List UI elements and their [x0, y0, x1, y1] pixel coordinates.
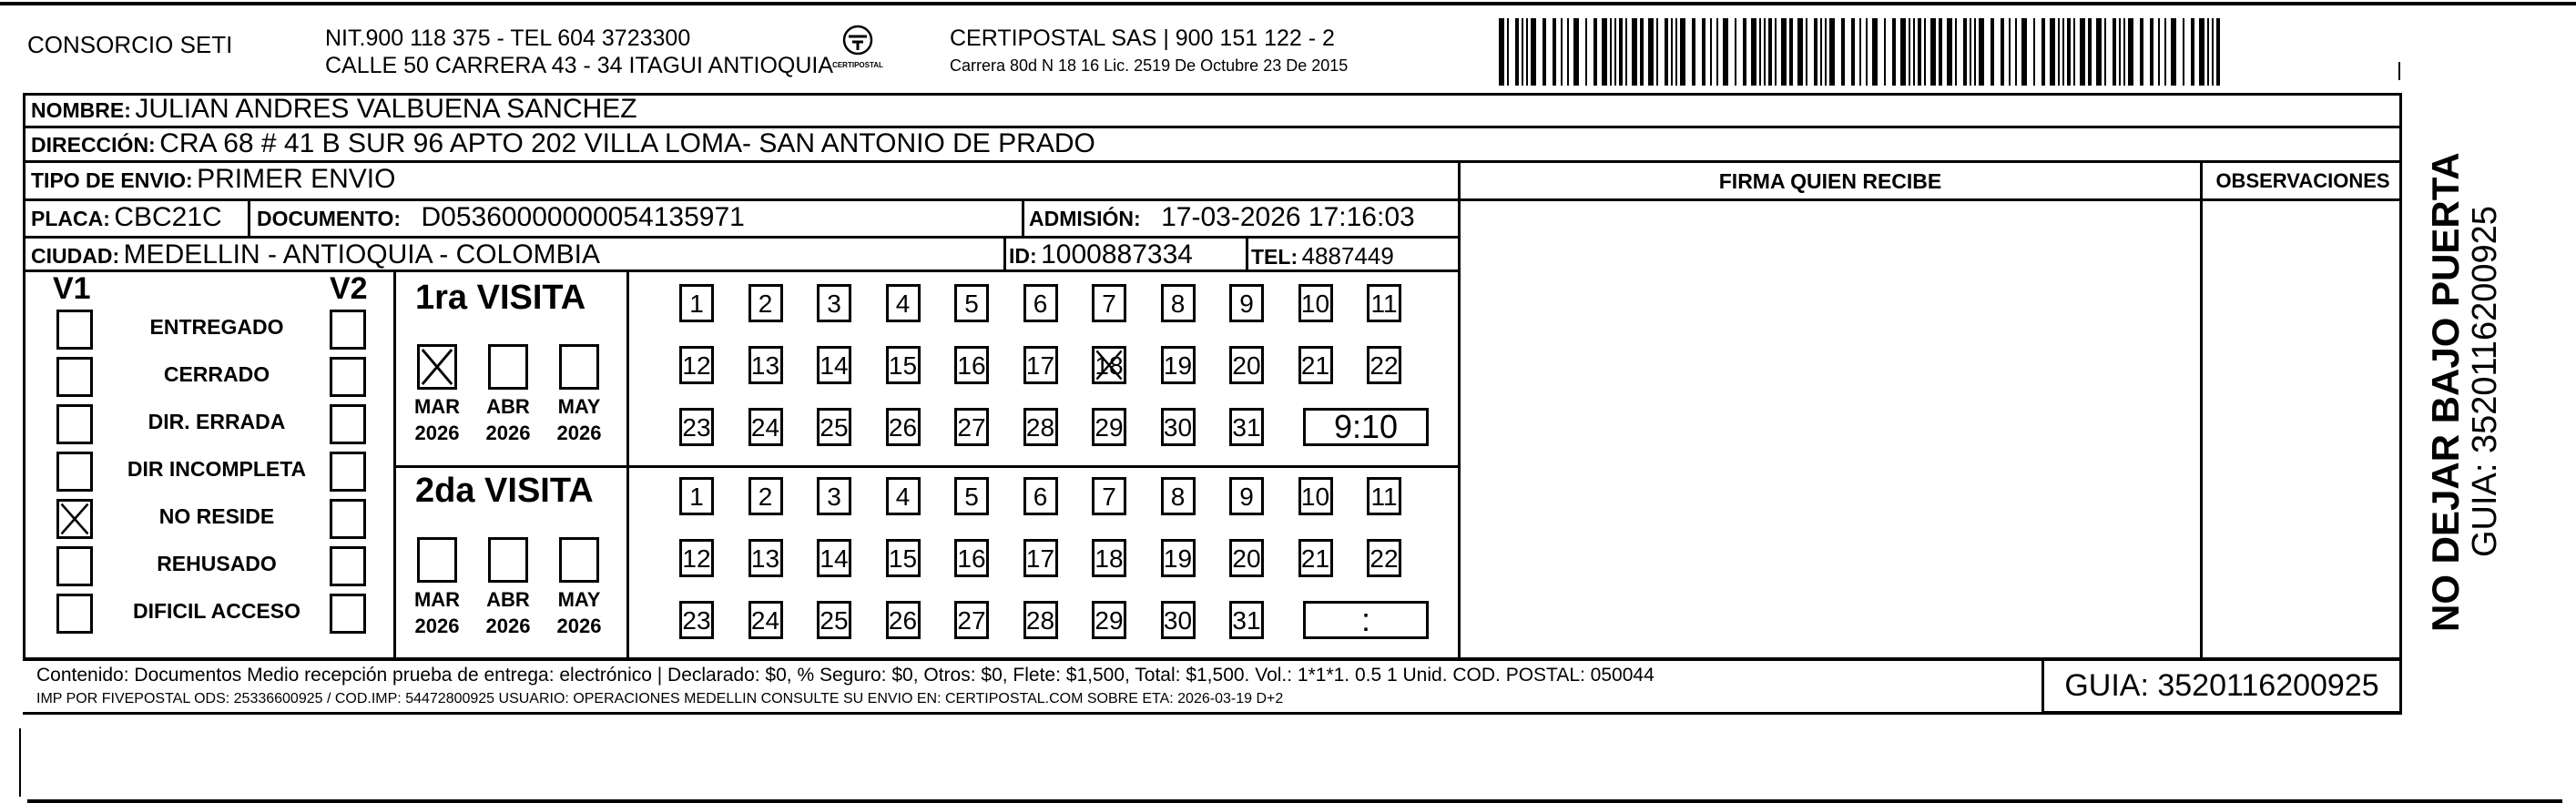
- barcode-bar: [1884, 18, 1886, 86]
- barcode-bar: [1851, 18, 1855, 86]
- barcode-bar: [1573, 18, 1579, 86]
- barcode-bar: [1692, 18, 1695, 86]
- side-warning: NO DEJAR BAJO PUERTA: [2424, 152, 2467, 632]
- barcode-bar: [1947, 18, 1952, 86]
- day-box-first[interactable]: 23: [679, 408, 714, 446]
- barcode-bar: [1625, 18, 1627, 86]
- handwritten-x-mark: [420, 347, 454, 387]
- day-box-second[interactable]: 28: [1023, 601, 1058, 639]
- day-box-first[interactable]: 30: [1161, 408, 1196, 446]
- reason-label: REHUSADO: [157, 552, 277, 575]
- day-box-first[interactable]: 17: [1023, 346, 1058, 384]
- barcode-bar: [2009, 18, 2011, 86]
- barcode-bar: [1553, 18, 1556, 86]
- ciudad-label: CIUDAD:: [31, 244, 120, 268]
- barcode-bar: [1702, 18, 1705, 86]
- day-box-second[interactable]: 30: [1161, 601, 1196, 639]
- second-visit-title: 2da VISITA: [415, 472, 594, 510]
- barcode-bar: [1918, 18, 1921, 86]
- day-box-first[interactable]: 6: [1023, 284, 1058, 322]
- month-name: MAR: [413, 588, 461, 611]
- barcode-bar: [1970, 18, 1971, 86]
- admision-value: 17-03-2026 17:16:03: [1161, 202, 1415, 232]
- barcode-bar: [2062, 18, 2064, 86]
- barcode-bar: [1814, 18, 1817, 86]
- divider: [1246, 239, 1248, 271]
- barcode-bar: [1825, 18, 1827, 86]
- ciudad-value: MEDELLIN - ANTIOQUIA - COLOMBIA: [123, 239, 600, 269]
- day-box-first[interactable]: 1: [679, 284, 714, 322]
- barcode-bar: [1526, 18, 1528, 86]
- barcode-bar: [1675, 18, 1677, 86]
- barcode-bar: [1499, 18, 1504, 86]
- day-box-second[interactable]: 11: [1367, 477, 1401, 515]
- first-visit-title: 1ra VISITA: [415, 279, 586, 317]
- barcode-bar: [1743, 18, 1746, 86]
- barcode-bar: [1680, 18, 1685, 86]
- barcode-bar: [1974, 18, 1976, 86]
- footer-contenido: Contenido: Documentos Medio recepción prueba de entrega: electrónico | Declarado: $0, % Seguro: $0, Otros: $0, Flete: $1,500, Total: $1,500. Vol.: 1*1*1. 0.5 1 Unid. COD. POSTAL: 050044: [36, 665, 1655, 686]
- day-box-second[interactable]: 5: [954, 477, 989, 515]
- reason-label: ENTREGADO: [149, 315, 284, 339]
- day-box-second[interactable]: 6: [1023, 477, 1058, 515]
- barcode-bar: [1610, 18, 1612, 86]
- divider: [23, 160, 2402, 163]
- divider: [23, 198, 2402, 201]
- month-year: 2026: [414, 422, 460, 444]
- barcode-bar: [1955, 18, 1957, 86]
- day-box-second[interactable]: 24: [748, 601, 783, 639]
- company-name: CONSORCIO SETI: [27, 31, 233, 58]
- barcode-bar: [2015, 18, 2017, 86]
- reason-label: NO RESIDE: [158, 504, 275, 528]
- scan-mark: [19, 728, 21, 797]
- placa-label: PLACA:: [31, 207, 110, 230]
- direccion-label: DIRECCIÓN:: [31, 133, 156, 157]
- barcode-bar: [1723, 18, 1728, 86]
- barcode-bar: [1561, 18, 1563, 86]
- day-box-first[interactable]: 14: [817, 346, 851, 384]
- day-box-second[interactable]: 1: [679, 477, 714, 515]
- barcode-bar: [1930, 18, 1936, 86]
- id-label: ID:: [1009, 244, 1037, 268]
- barcode-bar: [1820, 18, 1822, 86]
- v1-label: V1: [53, 271, 91, 306]
- barcode-bar: [2001, 18, 2004, 86]
- barcode-bar: [1991, 18, 1994, 86]
- barcode-bar: [2080, 18, 2085, 86]
- license-line: Carrera 80d N 18 16 Lic. 2519 De Octubre 23 De 2015: [950, 56, 1349, 75]
- barcode-bar: [1841, 18, 1845, 86]
- day-box-second[interactable]: 31: [1229, 601, 1264, 639]
- divider: [23, 712, 2402, 715]
- month-year: 2026: [556, 422, 602, 444]
- nombre-row: [31, 94, 637, 125]
- day-box-second[interactable]: 22: [1367, 539, 1401, 577]
- documento-row: [257, 202, 745, 233]
- company-nit: NIT.900 118 375 - TEL 604 3723300: [325, 25, 691, 51]
- barcode-bar: [1735, 18, 1736, 86]
- divider: [1022, 201, 1024, 236]
- barcode-bar: [1892, 18, 1896, 86]
- barcode-bar: [2207, 18, 2209, 86]
- documento-value: D05360000000054135971: [421, 202, 745, 232]
- day-box-first[interactable]: 3: [817, 284, 851, 322]
- barcode-bar: [2150, 18, 2153, 86]
- month-year: 2026: [556, 615, 602, 637]
- day-box-second[interactable]: 25: [817, 601, 851, 639]
- tel-value: 4887449: [1301, 242, 1394, 269]
- observaciones-column-line: [2200, 162, 2203, 658]
- month-year: 2026: [485, 615, 531, 637]
- barcode-bar: [2050, 18, 2055, 86]
- day-box-first[interactable]: 26: [886, 408, 921, 446]
- barcode-bar: [2171, 18, 2176, 86]
- barcode-bar: [2183, 18, 2184, 86]
- month-checkbox[interactable]: [488, 344, 528, 390]
- v2-label: V2: [330, 271, 368, 306]
- barcode-bar: [1866, 18, 1868, 86]
- month-checkbox[interactable]: [559, 344, 599, 390]
- day-box-second[interactable]: 7: [1092, 477, 1126, 515]
- barcode-bar: [2191, 18, 2194, 86]
- day-box-first[interactable]: 25: [817, 408, 851, 446]
- month-name: MAR: [413, 395, 461, 418]
- barcode-bar: [1797, 18, 1803, 86]
- reason-label: DIR. ERRADA: [148, 410, 286, 433]
- reason-v2-checkbox[interactable]: [330, 499, 366, 539]
- day-box-second[interactable]: 8: [1161, 477, 1196, 515]
- month-checkbox[interactable]: [488, 537, 528, 583]
- day-box-second[interactable]: 2: [748, 477, 783, 515]
- month-name: MAY: [557, 588, 601, 611]
- day-box-second[interactable]: 15: [886, 539, 921, 577]
- barcode-bar: [1614, 18, 1616, 86]
- month-checkbox[interactable]: [417, 344, 457, 390]
- barcode-bar: [2067, 18, 2071, 86]
- day-box-second[interactable]: 9: [1229, 477, 1264, 515]
- day-box-first[interactable]: 21: [1298, 346, 1333, 384]
- barcode-bar: [2199, 18, 2204, 86]
- documento-label: DOCUMENTO:: [257, 207, 402, 230]
- month-year: 2026: [485, 422, 531, 444]
- barcode-bar: [1768, 18, 1772, 86]
- barcode-bar: [2123, 18, 2125, 86]
- certipostal-logo-icon: [840, 24, 876, 56]
- scan-mark: [2398, 62, 2400, 80]
- month-label: [550, 393, 608, 446]
- divider: [393, 465, 1461, 468]
- barcode-bar: [1507, 18, 1509, 86]
- barcode-bar: [2088, 18, 2092, 86]
- barcode-bar: [1872, 18, 1878, 86]
- barcode-bar: [1671, 18, 1673, 86]
- reason-v2-checkbox[interactable]: [330, 357, 366, 397]
- barcode-bar: [1656, 18, 1658, 86]
- barcode-bar: [2041, 18, 2045, 86]
- day-box-second[interactable]: 21: [1298, 539, 1333, 577]
- top-rule: [0, 2, 2576, 5]
- reason-v2-checkbox[interactable]: [330, 404, 366, 444]
- divider: [1003, 239, 1006, 271]
- handwritten-x-mark: [1095, 349, 1124, 381]
- id-row: [1009, 239, 1193, 270]
- barcode: [1499, 18, 2227, 86]
- barcode-bar: [1859, 18, 1861, 86]
- day-box-second[interactable]: 29: [1092, 601, 1126, 639]
- barcode-bar: [1602, 18, 1607, 86]
- month-year: 2026: [414, 615, 460, 637]
- barcode-bar: [1963, 18, 1967, 86]
- barcode-bar: [2033, 18, 2035, 86]
- day-box-first[interactable]: 11: [1367, 284, 1401, 322]
- reason-label: DIR INCOMPLETA: [127, 457, 307, 481]
- barcode-bar: [1716, 18, 1718, 86]
- day-box-second[interactable]: 4: [886, 477, 921, 515]
- day-box-second[interactable]: 18: [1092, 539, 1126, 577]
- nombre-label: NOMBRE:: [31, 98, 131, 122]
- day-box-second[interactable]: 3: [817, 477, 851, 515]
- barcode-bar: [2096, 18, 2102, 86]
- barcode-bar: [2021, 18, 2027, 86]
- barcode-bar: [1531, 18, 1536, 86]
- barcode-bar: [1789, 18, 1793, 86]
- day-box-first[interactable]: 28: [1023, 408, 1058, 446]
- tel-row: [1251, 242, 1394, 270]
- barcode-bar: [1909, 18, 1910, 86]
- admision-label: ADMISIÓN:: [1029, 207, 1141, 230]
- day-box-first[interactable]: 18: [1092, 346, 1126, 384]
- certipostal-logo-text: CERTIPOSTAL: [832, 61, 883, 69]
- month-name: ABR: [486, 588, 530, 611]
- day-box-first[interactable]: 7: [1092, 284, 1126, 322]
- barcode-bar: [2113, 18, 2116, 86]
- barcode-bar: [1759, 18, 1761, 86]
- day-box-second[interactable]: 13: [748, 539, 783, 577]
- barcode-bar: [1924, 18, 1926, 86]
- reason-label: CERRADO: [163, 362, 270, 386]
- barcode-bar: [1806, 18, 1807, 86]
- day-box-first[interactable]: 4: [886, 284, 921, 322]
- barcode-bar: [1593, 18, 1597, 86]
- day-box-first[interactable]: 10: [1298, 284, 1333, 322]
- barcode-bar: [1585, 18, 1587, 86]
- month-label: [479, 586, 537, 639]
- placa-row: [31, 202, 222, 233]
- day-box-first[interactable]: 20: [1229, 346, 1264, 384]
- barcode-bar: [1710, 18, 1712, 86]
- day-box-second[interactable]: 26: [886, 601, 921, 639]
- barcode-bar: [1632, 18, 1637, 86]
- month-label: [479, 393, 537, 446]
- month-label: [550, 586, 608, 639]
- ciudad-row: [31, 239, 600, 270]
- day-box-second[interactable]: 16: [954, 539, 989, 577]
- barcode-bar: [2104, 18, 2106, 86]
- nombre-value: JULIAN ANDRES VALBUENA SANCHEZ: [135, 94, 637, 124]
- day-box-first[interactable]: 24: [748, 408, 783, 446]
- barcode-bar: [1764, 18, 1766, 86]
- barcode-bar: [1900, 18, 1906, 86]
- day-box-first[interactable]: 13: [748, 346, 783, 384]
- certipostal-line: CERTIPOSTAL SAS | 900 151 122 - 2: [950, 25, 1335, 51]
- day-box-first[interactable]: 22: [1367, 346, 1401, 384]
- barcode-bar: [2140, 18, 2143, 86]
- day-box-first[interactable]: 2: [748, 284, 783, 322]
- time-box-first[interactable]: 9:10: [1303, 408, 1429, 446]
- day-box-second[interactable]: 10: [1298, 477, 1333, 515]
- barcode-bar: [2164, 18, 2166, 86]
- barcode-bar: [2119, 18, 2121, 86]
- month-name: MAY: [557, 395, 601, 418]
- day-box-first[interactable]: 29: [1092, 408, 1126, 446]
- divider: [248, 201, 250, 236]
- barcode-bar: [1522, 18, 1523, 86]
- day-box-first[interactable]: 31: [1229, 408, 1264, 446]
- barcode-bar: [2216, 18, 2220, 86]
- barcode-bar: [1829, 18, 1835, 86]
- firma-header: FIRMA QUIEN RECIBE: [1718, 169, 1942, 193]
- observaciones-header: OBSERVACIONES: [2215, 169, 2390, 192]
- divider: [23, 269, 1461, 272]
- scan-rule: [27, 799, 2562, 803]
- barcode-bar: [1619, 18, 1623, 86]
- day-box-first[interactable]: 16: [954, 346, 989, 384]
- month-label: [408, 586, 466, 639]
- month-label: [408, 393, 466, 446]
- barcode-bar: [2058, 18, 2060, 86]
- day-box-second[interactable]: 17: [1023, 539, 1058, 577]
- barcode-bar: [1781, 18, 1787, 86]
- footer-impresion: IMP POR FIVEPOSTAL ODS: 25336600925 / COD.IMP: 54472800925 USUARIO: OPERACIONES MEDELLIN CONSULTE SU ENVIO EN: CERTIPOSTAL.COM SOBRE ETA: 2026-03-19 D+2: [36, 691, 1284, 706]
- direccion-value: CRA 68 # 41 B SUR 96 APTO 202 VILLA LOMA- SAN ANTONIO DE PRADO: [159, 128, 1095, 158]
- barcode-bar: [1665, 18, 1668, 86]
- day-box-first[interactable]: 19: [1161, 346, 1196, 384]
- reason-label: DIFICIL ACCESO: [132, 599, 300, 623]
- reason-v2-checkbox[interactable]: [330, 452, 366, 492]
- barcode-bar: [1567, 18, 1569, 86]
- tipo-label: TIPO DE ENVIO:: [31, 168, 193, 192]
- reason-v2-checkbox[interactable]: [330, 546, 366, 586]
- barcode-bar: [2158, 18, 2160, 86]
- month-checkbox[interactable]: [417, 537, 457, 583]
- day-box-first[interactable]: 9: [1229, 284, 1264, 322]
- day-box-second[interactable]: 19: [1161, 539, 1196, 577]
- reason-v2-checkbox[interactable]: [330, 310, 366, 350]
- admision-row: [1029, 202, 1415, 233]
- day-box-second[interactable]: 23: [679, 601, 714, 639]
- tipo-row: [31, 164, 395, 195]
- day-box-first[interactable]: 5: [954, 284, 989, 322]
- day-box-first[interactable]: 27: [954, 408, 989, 446]
- barcode-bar: [1913, 18, 1915, 86]
- barcode-bar: [1775, 18, 1777, 86]
- time-box-second[interactable]: :: [1303, 601, 1429, 639]
- barcode-bar: [1515, 18, 1519, 86]
- certipostal-logo: [830, 24, 885, 76]
- company-address: CALLE 50 CARRERA 43 - 34 ITAGUI ANTIOQUIA: [325, 53, 834, 78]
- tel-label: TEL:: [1251, 245, 1298, 269]
- direccion-row: [31, 128, 1095, 159]
- reason-v2-checkbox[interactable]: [330, 594, 366, 634]
- day-box-first[interactable]: 8: [1161, 284, 1196, 322]
- month-checkbox[interactable]: [559, 537, 599, 583]
- day-box-second[interactable]: 20: [1229, 539, 1264, 577]
- barcode-bar: [1751, 18, 1756, 86]
- footer-guia: GUIA: 3520116200925: [2064, 668, 2379, 703]
- month-name: ABR: [486, 395, 530, 418]
- day-box-second[interactable]: 14: [817, 539, 851, 577]
- placa-value: CBC21C: [114, 202, 222, 232]
- id-value: 1000887334: [1041, 239, 1193, 269]
- barcode-bar: [1648, 18, 1654, 86]
- side-guia: GUIA: 3520116200925: [2466, 206, 2504, 557]
- barcode-bar: [2073, 18, 2075, 86]
- barcode-bar: [1979, 18, 1984, 86]
- barcode-bar: [1640, 18, 1644, 86]
- day-box-second[interactable]: 27: [954, 601, 989, 639]
- tipo-value: PRIMER ENVIO: [197, 164, 396, 194]
- barcode-bar: [1939, 18, 1942, 86]
- day-box-first[interactable]: 15: [886, 346, 921, 384]
- day-box-first[interactable]: 12: [679, 346, 714, 384]
- barcode-bar: [2128, 18, 2133, 86]
- barcode-bar: [1543, 18, 1546, 86]
- day-box-second[interactable]: 12: [679, 539, 714, 577]
- barcode-bar: [2212, 18, 2214, 86]
